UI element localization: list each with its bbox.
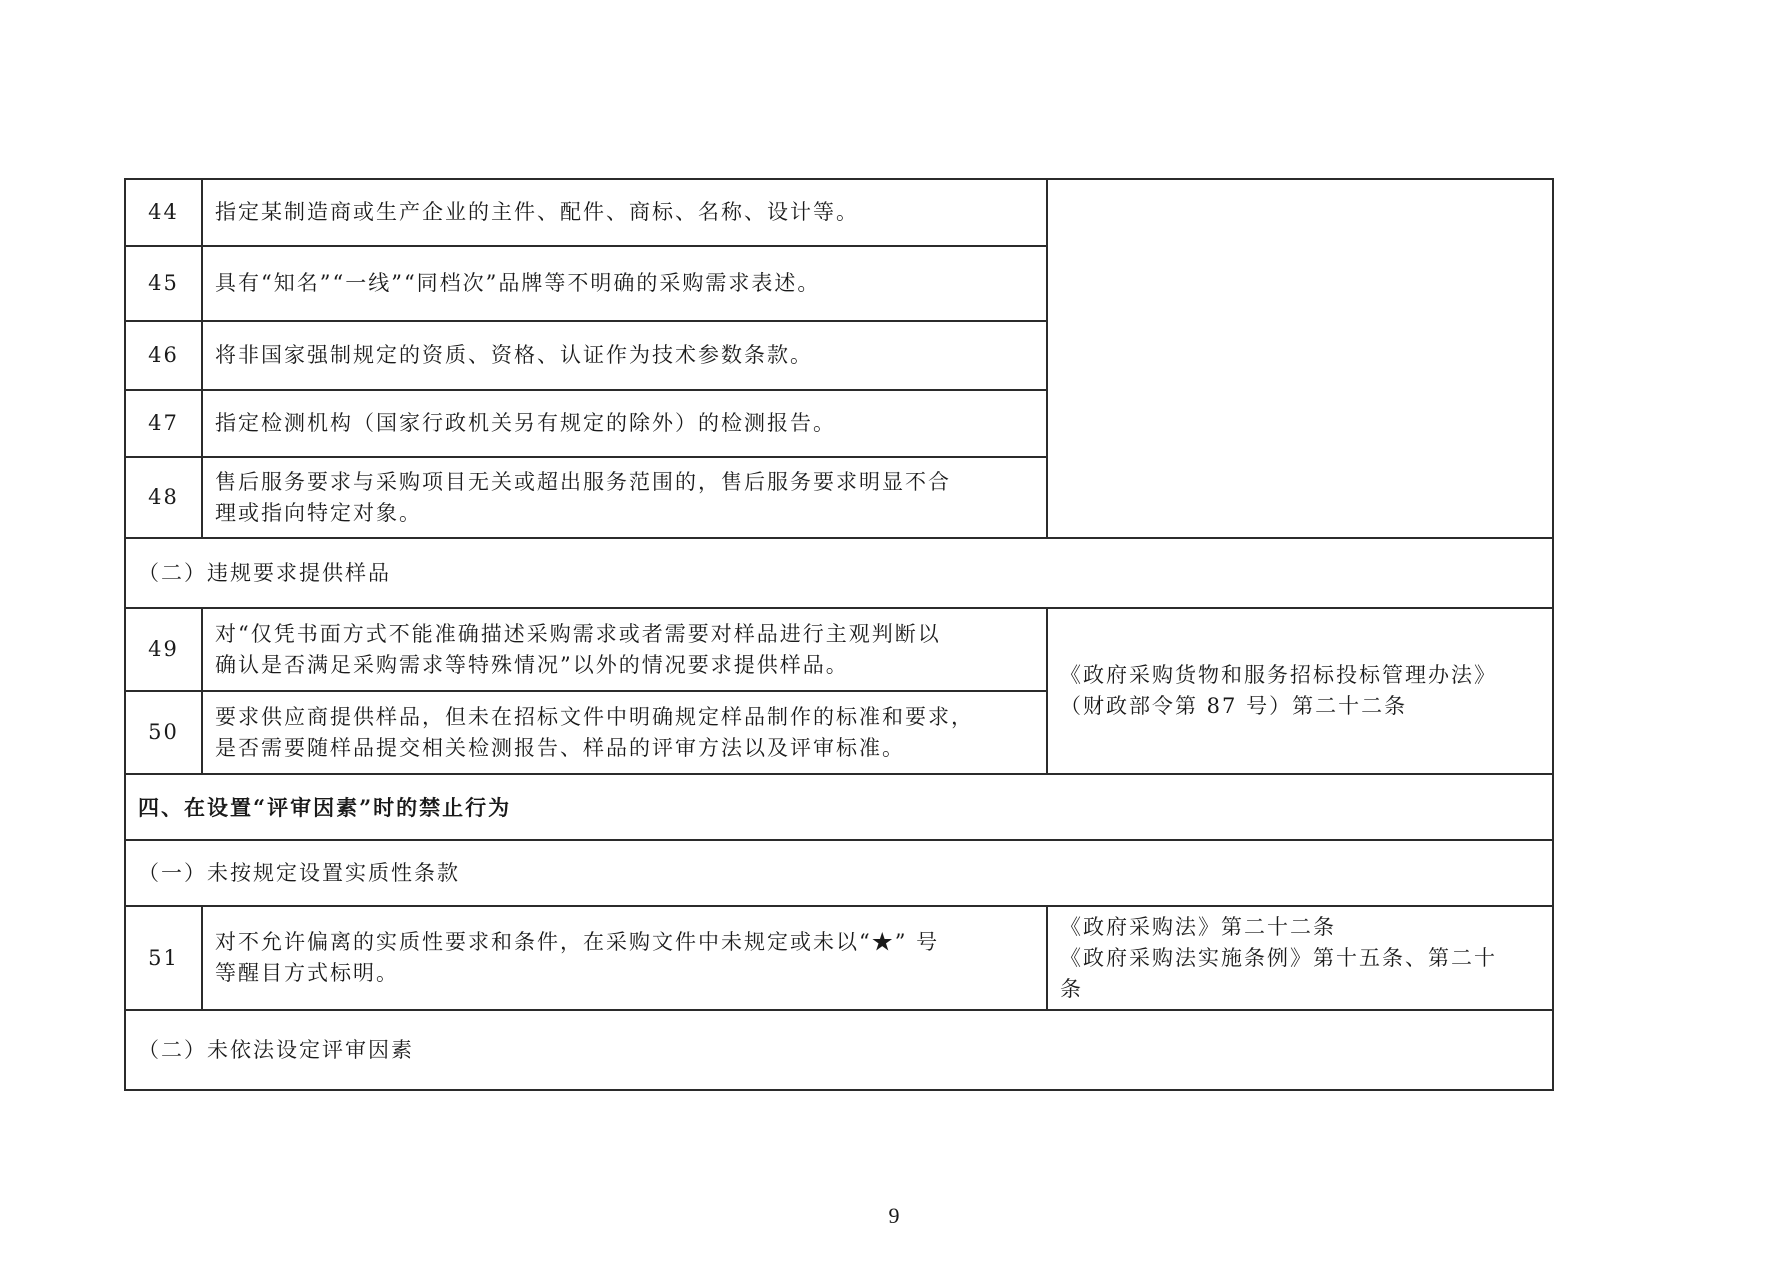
- row-text: 将非国家强制规定的资质、资格、认证作为技术参数条款。: [202, 321, 1047, 390]
- row-text-line: 售后服务要求与采购项目无关或超出服务范围的，售后服务要求明显不合: [215, 469, 951, 494]
- section-row: [125, 538, 1553, 608]
- row-number: 50: [125, 691, 202, 774]
- row-text-line: 等醒目方式标明。: [215, 961, 399, 985]
- basis-line: 《政府采购法》第二十二条: [1060, 914, 1336, 939]
- row-text: 具有“知名”“一线”“同档次”品牌等不明确的采购需求表述。: [202, 246, 1047, 321]
- row-text: [202, 691, 1047, 774]
- row-text: 指定某制造商或生产企业的主件、配件、商标、名称、设计等。: [202, 179, 1047, 246]
- regulation-table: [124, 178, 1554, 1091]
- row-text: [202, 906, 1047, 1010]
- row-number: 49: [125, 608, 202, 691]
- row-text-line: 对不允许偏离的实质性要求和条件，在采购文件中未规定或未以“★” 号: [215, 930, 940, 954]
- basis-cell: [1047, 906, 1553, 1010]
- section-row: [125, 840, 1553, 906]
- row-text-line: 对“仅凭书面方式不能准确描述采购需求或者需要对样品进行主观判断以: [215, 621, 941, 646]
- row-text-line: 是否需要随样品提交相关检测报告、样品的评审方法以及评审标准。: [215, 735, 905, 760]
- basis-line: 《政府采购法实施条例》第十五条、第二十: [1060, 945, 1497, 970]
- row-text: [202, 457, 1047, 538]
- section-heading: （二）违规要求提供样品: [125, 538, 1553, 608]
- row-text-line: 理或指向特定对象。: [215, 500, 422, 525]
- row-number: 45: [125, 246, 202, 321]
- page-number: 9: [888, 1203, 900, 1228]
- major-heading-row: [125, 774, 1553, 840]
- major-heading: 四、在设置“评审因素”时的禁止行为: [125, 774, 1553, 840]
- basis-line: （财政部令第 87 号）第二十二条: [1060, 694, 1408, 718]
- table-row: [125, 608, 1553, 691]
- table-row: [125, 179, 1553, 246]
- section-heading: （二）未依法设定评审因素: [125, 1010, 1553, 1090]
- basis-cell: [1047, 608, 1553, 774]
- row-text-line: 确认是否满足采购需求等特殊情况”以外的情况要求提供样品。: [215, 652, 849, 677]
- row-number: 44: [125, 179, 202, 246]
- basis-line: 条: [1060, 976, 1083, 1001]
- row-text: [202, 608, 1047, 691]
- row-text: 指定检测机构（国家行政机关另有规定的除外）的检测报告。: [202, 390, 1047, 457]
- row-number: 46: [125, 321, 202, 390]
- row-text-line: 要求供应商提供样品，但未在招标文件中明确规定样品制作的标准和要求，: [215, 704, 974, 729]
- row-number: 47: [125, 390, 202, 457]
- row-number: 51: [125, 906, 202, 1010]
- basis-cell-empty: [1047, 179, 1553, 538]
- section-row: [125, 1010, 1553, 1090]
- row-number: 48: [125, 457, 202, 538]
- section-heading: （一）未按规定设置实质性条款: [125, 840, 1553, 906]
- basis-line: 《政府采购货物和服务招标投标管理办法》: [1060, 663, 1497, 687]
- table-row: [125, 906, 1553, 1010]
